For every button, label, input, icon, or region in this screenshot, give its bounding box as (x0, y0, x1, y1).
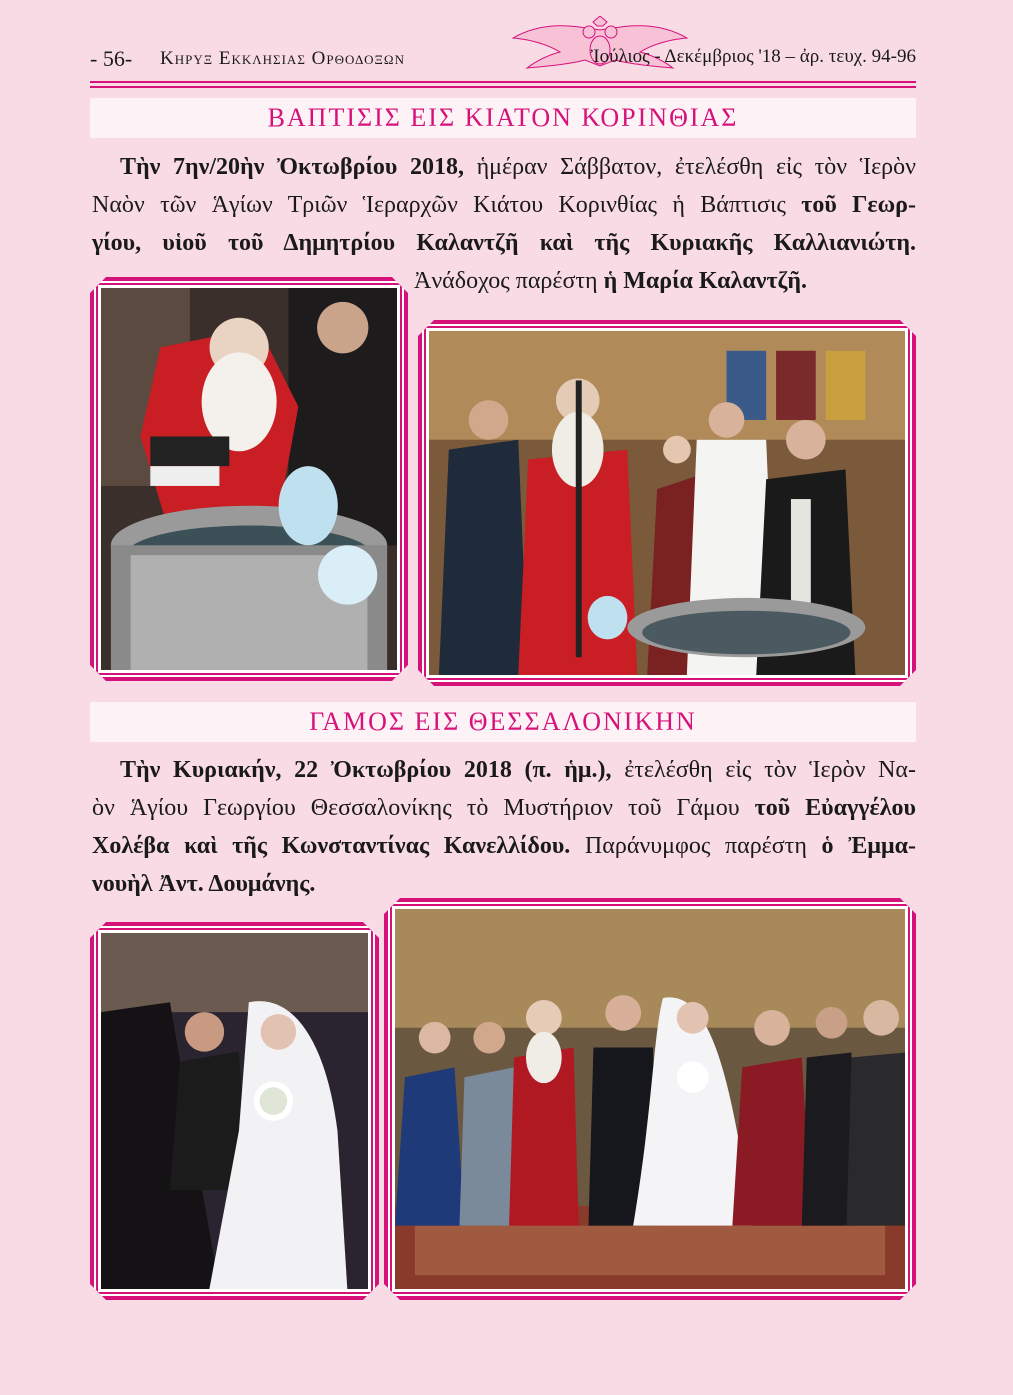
text: Ναὸν τῶν Ἁγίων Τριῶν Ἱεραρχῶν Κιάτου Κορινθίας ἡ Βάπτισις (92, 192, 802, 218)
text: ἡμέραν Σάββατον, ἐτελέσθη εἰς τὸν Ἱερὸν (463, 154, 916, 180)
photo-wedding-group (395, 909, 905, 1289)
bold-text: νουὴλ Ἀντ. Δουμάνης. (92, 871, 316, 897)
bold-text: ἡ Μαρία Καλαντζῆ. (603, 268, 808, 294)
text: ὸν Ἁγίου Γεωργίου Θεσσαλονίκης τὸ Μυστήριον τοῦ Γάμου (92, 795, 755, 821)
header-rule (90, 81, 916, 83)
page-number: - 56- (90, 46, 133, 71)
baptism-paragraph-end (414, 262, 914, 300)
section-title-baptism: ΒΑΠΤΙΣΙΣ ΕΙΣ ΚΙΑΤΟΝ ΚΟΡΙΝΘΙΑΣ (90, 98, 916, 138)
text: Παράνυμφος παρέστη (570, 833, 822, 859)
photo-wedding-bride (101, 933, 368, 1289)
text-line (92, 827, 916, 865)
wedding-paragraph (92, 751, 916, 903)
baptism-paragraph (92, 148, 916, 262)
photo-frame (384, 898, 916, 1300)
photo-frame (418, 320, 916, 686)
bold-text: Τὴν 7ην/20ὴν Ὀκτωβρίου 2018, (120, 154, 464, 180)
text-line (92, 751, 916, 789)
text: Ἀνάδοχος παρέστη (414, 268, 604, 294)
photo-frame (90, 922, 379, 1300)
photo-baptism-immersion (101, 288, 397, 670)
photo-frame (90, 277, 408, 681)
text: ἐτελέσθη εἰς τὸν Ἱερὸν Να- (611, 757, 917, 783)
bold-text: τοῦ Εὐαγγέλου (754, 795, 916, 821)
running-header (90, 36, 916, 80)
text-line (92, 865, 916, 903)
journal-title: Κηρυξ Εκκλησιας Ορθοδοξων (160, 48, 405, 69)
text-line (92, 148, 916, 186)
text-line (92, 186, 916, 224)
photo-baptism-group (429, 331, 905, 675)
header-rule (90, 86, 916, 88)
text-line (92, 789, 916, 827)
section-title-wedding: ΓΑΜΟΣ ΕΙΣ ΘΕΣΣΑΛΟΝΙΚΗΝ (90, 702, 916, 742)
text-line (414, 262, 914, 300)
bold-text: Τὴν Κυριακήν, 22 Ὀκτωβρίου 2018 (π. ἡμ.), (120, 757, 612, 783)
issue-info: Ἰούλιος - Δεκέμβριος '18 – ἀρ. τευχ. 94-96 (590, 46, 916, 67)
bold-text: γίου, υἱοῦ τοῦ Δημητρίου Καλαντζῆ καὶ τῆς Κυριακῆς Καλλιανιώτη. (92, 230, 916, 256)
text-line (92, 224, 916, 262)
bold-text: ὁ Ἐμμα- (821, 833, 917, 859)
bold-text: τοῦ Γεωρ- (801, 192, 917, 218)
bold-text: Χολέβα καὶ τῆς Κωνσταντίνας Κανελλίδου. (92, 833, 571, 859)
